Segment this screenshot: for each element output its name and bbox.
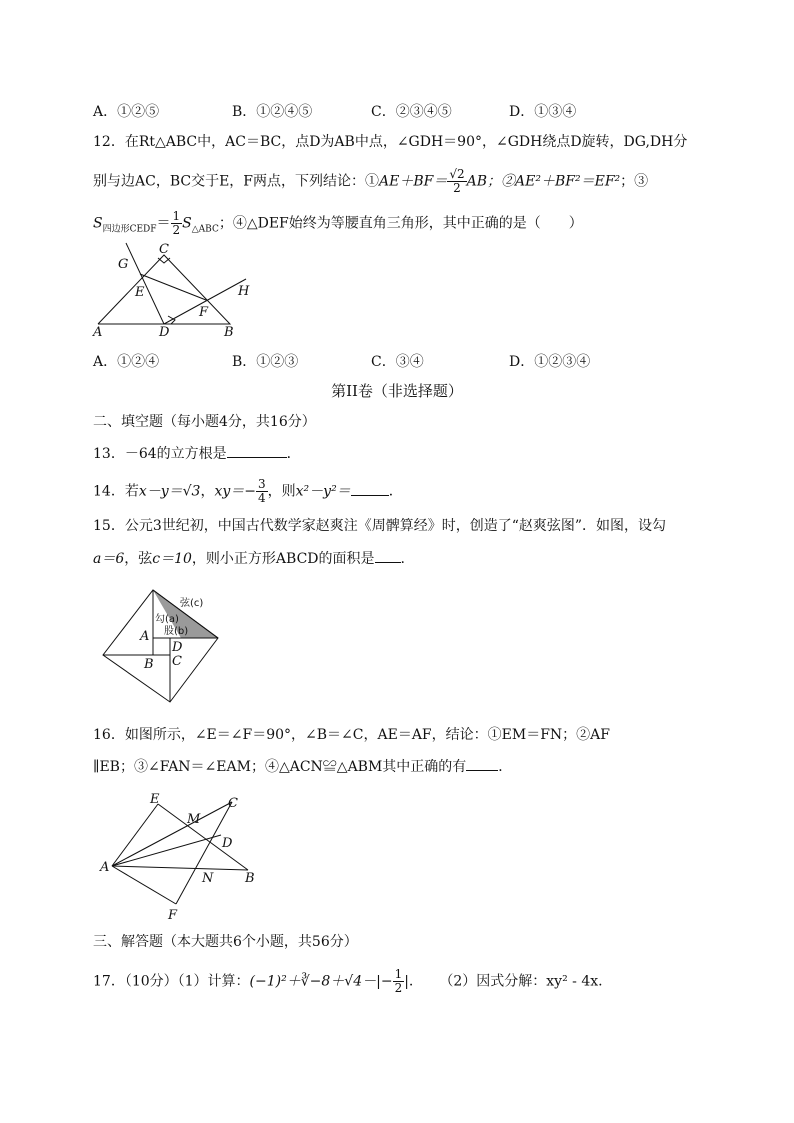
q15-label-d: D bbox=[172, 640, 183, 655]
q16-end: ． bbox=[498, 759, 513, 775]
q14-fraction bbox=[256, 478, 268, 505]
q16-label-f: F bbox=[168, 908, 178, 922]
q12-area-s2: S bbox=[182, 215, 192, 232]
q17-a: 17．（10分）（1）计算： bbox=[93, 973, 250, 990]
q15-answer-blank bbox=[375, 548, 401, 563]
q11-option-a: A．①②⑤ bbox=[93, 104, 160, 120]
q14-f2: xy＝− bbox=[214, 483, 257, 500]
q12-area-eq: ＝ bbox=[156, 215, 171, 232]
q14-frac-den: 4 bbox=[258, 491, 266, 505]
q15-label-gu: 股(b) bbox=[164, 626, 189, 637]
q12-label-d: D bbox=[159, 325, 170, 340]
q14-f3: x²－y²＝ bbox=[295, 483, 351, 500]
q12-line2 bbox=[93, 168, 648, 195]
q15-label-gou: 勾(a) bbox=[155, 614, 179, 625]
q12-line1: 12．在Rt△ABC中，AC＝BC，点D为AB中点，∠GDH＝90°，∠GDH绕点D旋转，DG,DH分 bbox=[93, 134, 688, 150]
q16-label-a: A bbox=[100, 860, 110, 875]
q15-label-a: A bbox=[140, 629, 150, 644]
q14 bbox=[93, 478, 403, 505]
q17-formula: (−1)²＋∛−8＋√4－|− bbox=[249, 973, 393, 990]
q15-line2 bbox=[93, 548, 405, 569]
q17 bbox=[93, 968, 603, 995]
q16-label-c: C bbox=[228, 796, 238, 811]
q12-label-a: A bbox=[93, 325, 103, 340]
q12-segment-ef bbox=[140, 274, 206, 300]
q16-label-n: N bbox=[202, 871, 214, 886]
q14-f1: x－y＝√3 bbox=[138, 483, 201, 500]
q12-area-sub1: 四边形CEDF bbox=[102, 224, 157, 235]
q11-option-b: B．①②④⑤ bbox=[232, 104, 313, 120]
q13-text: 13．－64的立方根是 bbox=[93, 446, 227, 462]
q12-line2-end: ；③ bbox=[620, 173, 649, 190]
q14-answer-blank bbox=[351, 481, 389, 496]
q15-label-c: C bbox=[172, 654, 182, 669]
q12-label-g: G bbox=[118, 257, 129, 272]
q16-line1: 16．如图所示，∠E＝∠F＝90°，∠B＝∠C，AE＝AF，结论：①EM＝FN；②AF bbox=[93, 727, 610, 743]
q12-area-s1: S bbox=[93, 215, 103, 232]
q17-frac-den: 2 bbox=[394, 981, 403, 995]
q14-a: 14．若 bbox=[93, 483, 139, 500]
q11-option-c: C．②③④⑤ bbox=[371, 104, 452, 120]
q16-segment-ad bbox=[112, 835, 221, 866]
q12-line3-end: ；④△DEF始终为等腰直角三角形，其中正确的是（ ） bbox=[218, 215, 583, 232]
section2-title: 第II卷（非选择题） bbox=[331, 382, 463, 400]
q15-b: ，弦 bbox=[124, 551, 153, 567]
q17-b: . bbox=[408, 973, 414, 990]
q17-formula-end: | bbox=[404, 973, 409, 990]
q12-formula-ab: AB；② bbox=[466, 173, 516, 190]
q12-frac-num: √2 bbox=[449, 167, 465, 181]
q12-option-a: A．①②④ bbox=[93, 354, 160, 370]
q12-option-c: C．③④ bbox=[371, 354, 424, 370]
q12-label-c: C bbox=[159, 242, 169, 257]
q17-fraction bbox=[393, 968, 405, 995]
q16-segment-ab bbox=[112, 866, 248, 870]
q12-label-h: H bbox=[238, 284, 250, 299]
q15-line1: 15．公元3世纪初，中国古代数学家赵爽注《周髀算经》时，创造了“赵爽弦图”．如图，设勾 bbox=[93, 518, 667, 534]
q12-figure bbox=[88, 238, 263, 343]
section2-heading: 二、填空题（每小题4分，共16分） bbox=[93, 414, 316, 430]
q12-line2-text: 别与边AC，BC交于E，F两点，下列结论：① bbox=[93, 173, 380, 190]
q12-half-num: 1 bbox=[172, 209, 181, 223]
q15-figure bbox=[98, 585, 226, 705]
q16-line2 bbox=[93, 756, 512, 777]
q12-line3 bbox=[93, 210, 583, 239]
q16-label-m: M bbox=[187, 812, 201, 827]
q16-answer-blank bbox=[466, 756, 498, 771]
q15-c-value: c＝10 bbox=[152, 551, 192, 567]
q16-label-b: B bbox=[245, 871, 255, 886]
q13 bbox=[93, 443, 301, 464]
q12-formula-squares: AE²＋BF²＝EF² bbox=[515, 173, 621, 190]
q15-end: . bbox=[400, 551, 405, 567]
q17-part2: （2）因式分解：xy² - 4x. bbox=[439, 973, 603, 990]
q13-answer-blank bbox=[227, 443, 287, 458]
q13-end: ． bbox=[286, 446, 301, 462]
q12-label-f: F bbox=[199, 305, 209, 320]
q12-option-b: B．①②③ bbox=[232, 354, 299, 370]
q12-half-den: 2 bbox=[172, 223, 181, 237]
q15-a-value: a＝6 bbox=[93, 551, 125, 567]
q15-label-chord: 弦(c) bbox=[180, 598, 204, 609]
q12-frac-den: 2 bbox=[453, 181, 461, 195]
q16-segment-eb bbox=[158, 804, 248, 870]
q12-area-sub2: △ABC bbox=[191, 224, 219, 235]
q14-end: ． bbox=[388, 483, 403, 500]
section3-heading: 三、解答题（本大题共6个小题，共56分） bbox=[93, 934, 358, 950]
q11-option-d: D．①③④ bbox=[509, 104, 577, 120]
q12-option-d: D．①②③④ bbox=[509, 354, 591, 370]
q15-d: ，则小正方形ABCD的面积是 bbox=[191, 551, 375, 567]
q12-label-b: B bbox=[224, 325, 234, 340]
q16-segment-af bbox=[112, 866, 176, 904]
q12-formula-sum: AE＋BF＝ bbox=[379, 173, 448, 190]
q12-fraction-sqrt2-over-2 bbox=[447, 168, 466, 195]
q16-label-e: E bbox=[150, 792, 160, 807]
q16-line2-text: ∥EB；③∠FAN＝∠EAM；④△ACN≌△ABM其中正确的有 bbox=[93, 759, 467, 775]
q12-label-e: E bbox=[135, 285, 145, 300]
q16-figure bbox=[96, 790, 266, 922]
q16-segment-ae bbox=[112, 804, 158, 866]
q14-frac-num: 3 bbox=[258, 477, 266, 491]
q15-label-b: B bbox=[144, 657, 154, 672]
q12-fraction-half bbox=[171, 210, 183, 237]
q14-b: ， bbox=[200, 483, 215, 500]
q17-frac-num: 1 bbox=[394, 967, 403, 981]
q14-c: ，则 bbox=[267, 483, 296, 500]
q16-label-d: D bbox=[222, 836, 233, 851]
